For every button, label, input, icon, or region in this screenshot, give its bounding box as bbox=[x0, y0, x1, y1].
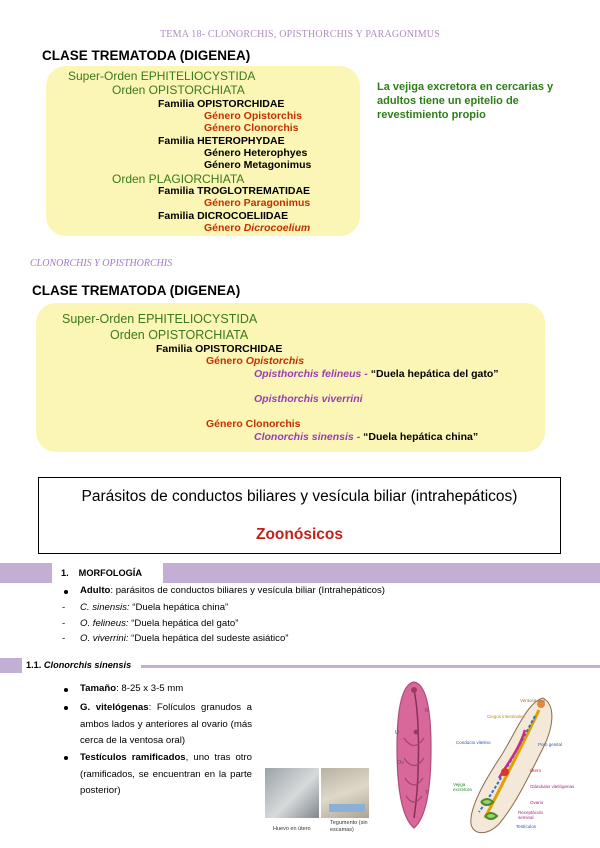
superorden-2: Super-Orden EPHITELIOCYSTIDA bbox=[62, 312, 258, 326]
dash-bullet: - bbox=[62, 618, 66, 629]
genero-opistorchis-2: Género Opistorchis bbox=[206, 355, 305, 367]
clase-heading-2: CLASE TREMATODA (DIGENEA) bbox=[32, 283, 241, 298]
clase-heading-1: CLASE TREMATODA (DIGENEA) bbox=[42, 48, 251, 63]
adulto-line: Adulto: parásitos de conductos biliares y vesícula biliar (Intrahepáticos) bbox=[80, 585, 385, 596]
bullet-dot bbox=[64, 756, 68, 760]
testiculos-paragraph: Testículos ramificados, uno tras otro (ramificados, se encuentran en la parte posterior) bbox=[80, 752, 252, 796]
mini-label-t: T bbox=[425, 790, 429, 796]
taxonomy-box-2 bbox=[36, 303, 545, 452]
superorden-1: Super-Orden EPHITELIOCYSTIDA bbox=[68, 69, 256, 83]
subtitle-clonorchis-opisthorchis: CLONORCHIS Y OPISTHORCHIS bbox=[30, 258, 173, 269]
familia-dicrocoeliidae: Familia DICROCOELIIDAE bbox=[158, 210, 289, 222]
label-vitelogenas: Glándulas vitelógenas bbox=[530, 784, 575, 789]
dash-bullet: - bbox=[62, 602, 66, 613]
list-item-sinensis: C. sinensis: “Duela hepática china” bbox=[80, 602, 229, 613]
topic-title: TEMA 18- CLONORCHIS, OPISTHORCHIS Y PARAGONIMUS bbox=[160, 29, 440, 40]
tegument-thumbnail bbox=[321, 768, 369, 818]
label-ciegos: Ciegos intestinales bbox=[487, 714, 525, 719]
banner-title: Parásitos de conductos biliares y vesícula biliar (intrahepáticos) bbox=[81, 488, 518, 505]
list-item-viverrini: O. viverrini: “Duela hepática del sudeste asiático” bbox=[80, 633, 289, 644]
genero-heterophyes: Género Heterophyes bbox=[204, 147, 308, 159]
subsection-clonorchis-heading: 1.1. Clonorchis sinensis bbox=[26, 660, 132, 670]
genero-paragonimus: Género Paragonimus bbox=[204, 197, 311, 209]
list-item-felineus: O. felineus: “Duela hepática del gato” bbox=[80, 618, 239, 629]
vejiga-note: La vejiga excretora en cercarias y adultos tiene un epitelio de revestimiento propio bbox=[377, 81, 554, 121]
worm-photo bbox=[386, 678, 442, 833]
mini-label-r: R bbox=[425, 708, 429, 714]
section-morfologia-heading: 1. MORFOLOGÍA bbox=[61, 568, 142, 578]
label-vejiga: Vejiga excretora bbox=[453, 782, 472, 792]
species-felineus: Opisthorchis felineus - “Duela hepática del gato” bbox=[254, 368, 499, 380]
section-bar-left bbox=[0, 563, 52, 583]
egg-in-uterus-thumbnail bbox=[265, 768, 319, 818]
bullet-dot bbox=[64, 590, 68, 594]
genero-clonorchis-2: Género Clonorchis bbox=[206, 418, 301, 430]
mini-label-u: U bbox=[395, 730, 399, 736]
label-conducto-vitelino: Conducto vitelino bbox=[456, 740, 491, 745]
taxonomy-box-1 bbox=[46, 66, 360, 236]
banner-zoonosicos: Zoonósicos bbox=[256, 526, 343, 543]
label-testiculos: Testículos bbox=[516, 824, 537, 829]
familia-heterophydae: Familia HETEROPHYDAE bbox=[158, 135, 285, 147]
genero-clonorchis-1: Género Clonorchis bbox=[204, 122, 299, 134]
orden-opistorchiata-1: Orden OPISTORCHIATA bbox=[112, 83, 245, 97]
section-bar-right bbox=[163, 563, 600, 583]
species-viverrini: Opisthorchis viverrini bbox=[254, 393, 363, 405]
tamano-line: Tamaño: 8-25 x 3-5 mm bbox=[80, 683, 184, 694]
thumb2-caption: Tegumento (sin escamas) bbox=[330, 820, 368, 833]
orden-opistorchiata-2: Orden OPISTORCHIATA bbox=[110, 328, 249, 342]
genero-dicrocoelium: Género Dicrocoelium bbox=[204, 222, 311, 234]
label-ovario: Ovario bbox=[530, 800, 544, 805]
bullet-dot bbox=[64, 706, 68, 710]
genero-opistorchis-1: Género Opistorchis bbox=[204, 110, 303, 122]
thumb1-caption: Huevo en útero bbox=[273, 826, 311, 832]
label-utero: Útero bbox=[530, 768, 542, 773]
label-ventosa-oral: Ventosa oral bbox=[520, 698, 546, 703]
orden-plagiorchiata: Orden PLAGIORCHIATA bbox=[112, 172, 245, 186]
familia-opistorchidae-2: Familia OPISTORCHIDAE bbox=[156, 343, 283, 355]
familia-troglotrematidae: Familia TROGLOTREMATIDAE bbox=[158, 185, 311, 197]
mini-label-ov: Ov bbox=[397, 760, 405, 766]
species-sinensis: Clonorchis sinensis - “Duela hepática china” bbox=[254, 431, 479, 443]
subsection-bar-left bbox=[0, 658, 22, 673]
vitelogenas-paragraph: G. vitelógenas: Folículos granudos a ambos lados y anteriores al ovario (más cerca de la ventosa oral) bbox=[80, 702, 252, 746]
zoonosis-banner bbox=[38, 477, 561, 554]
familia-opistorchidae-1: Familia OPISTORCHIDAE bbox=[158, 98, 285, 110]
bullet-dot bbox=[64, 688, 68, 692]
label-poro-genital: Poro genital bbox=[538, 742, 563, 747]
subsection-bar-right bbox=[141, 665, 600, 668]
label-receptaculo: Receptáculo seminal bbox=[518, 810, 544, 820]
genero-metagonimus: Género Metagonimus bbox=[204, 159, 312, 171]
dash-bullet: - bbox=[62, 633, 66, 644]
